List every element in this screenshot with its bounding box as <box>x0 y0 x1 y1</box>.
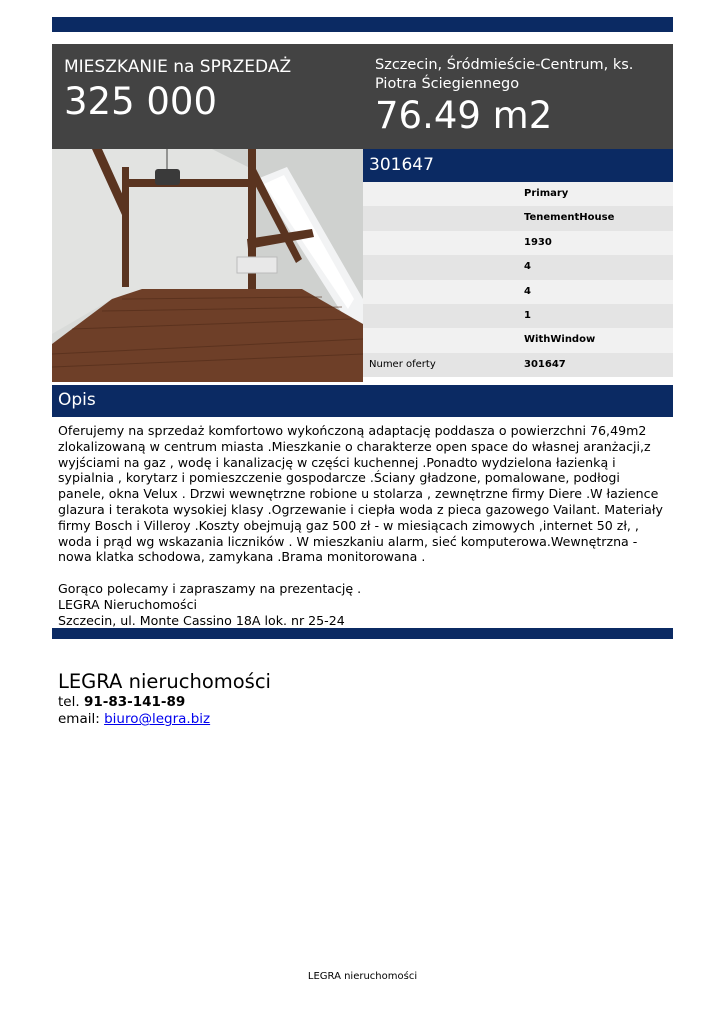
description-section <box>58 423 670 629</box>
detail-value: 1930 <box>524 236 552 248</box>
detail-value: 301647 <box>524 358 566 370</box>
contact-agency-name: LEGRA nieruchomości <box>58 670 271 693</box>
detail-value: TenementHouse <box>524 212 615 224</box>
detail-value: Primary <box>524 188 569 199</box>
detail-row <box>363 280 673 304</box>
detail-label <box>363 328 524 352</box>
top-decorative-bar <box>52 17 673 32</box>
description-address: Szczecin, ul. Monte Cassino 18A lok. nr 25-24 <box>58 612 345 628</box>
listing-header <box>52 44 673 149</box>
description-body: Oferujemy na sprzedaż komfortowo wykończoną adaptację poddasza o powierzchni 76,49m2 zlokalizowaną w centrum miasta .Mieszkanie o charakterze open space do własnej aranżacji,z wyjściami na gaz , wodę i kanalizację w części kuchennej .Ponadto wydzielona łazienką i sypialnia , korytarz i pomieszczenie gospodarcze .Ściany gładzone, pomalowane, podłogi panele, okna Velux . Drzwi wewnętrzne robione u stolarza , zewnętrzne firmy Diere .W łazience glazura i terakota wysokiej klasy .Ogrzewanie i ciepła woda z pieca gazowego Vailant. Materiały firmy Bosch i Villeroy .Koszty obejmują gaz 500 zł - w miesiącach zimowych ,internet 50 zł, , woda i prąd wg wskazania liczników . W mieszkaniu alarm, sieć komputerowa.Wewnętrzna -nowa klatka schodowa, zamykana .Brama monitorowana . <box>58 423 663 565</box>
detail-row <box>363 231 673 255</box>
email-link[interactable]: biuro@legra.biz <box>104 711 211 727</box>
detail-value: 4 <box>524 261 531 273</box>
detail-row <box>363 182 673 206</box>
detail-row <box>363 328 673 352</box>
detail-label <box>363 206 524 230</box>
listing-area: 76.49 m2 <box>375 94 553 137</box>
detail-label: Numer oferty <box>369 358 436 370</box>
detail-label <box>363 255 524 279</box>
property-photo <box>52 149 363 382</box>
email-label: email: <box>58 711 100 727</box>
bottom-decorative-bar <box>52 628 673 639</box>
description-heading-bar <box>52 385 673 417</box>
detail-label <box>363 182 524 206</box>
listing-location: Szczecin, Śródmieście-Centrum, ks. Piotra Ściegiennego <box>375 57 634 92</box>
description-heading: Opis <box>58 390 96 410</box>
detail-row <box>363 206 673 230</box>
detail-row <box>363 353 673 377</box>
page-footer: LEGRA nieruchomości <box>307 971 418 982</box>
contact-phone-line <box>58 694 271 711</box>
listing-price: 325 000 <box>64 80 218 123</box>
phone-number: 91-83-141-89 <box>83 694 186 710</box>
detail-value: WithWindow <box>524 334 596 346</box>
contact-block <box>58 670 271 728</box>
detail-label <box>363 304 524 328</box>
detail-label <box>363 231 524 255</box>
description-closing: Gorąco polecamy i zapraszamy na prezentację . <box>58 581 362 597</box>
detail-value: 4 <box>524 285 531 297</box>
detail-value: 1 <box>524 309 531 321</box>
phone-label: tel. <box>58 694 80 710</box>
contact-email-line <box>58 711 271 728</box>
property-details-table <box>363 149 673 377</box>
detail-row <box>363 255 673 279</box>
description-agency: LEGRA Nieruchomości <box>58 596 197 612</box>
detail-label <box>363 280 524 304</box>
detail-row <box>363 304 673 328</box>
offer-id-heading: 301647 <box>363 149 673 182</box>
listing-type: MIESZKANIE na SPRZEDAŻ <box>64 57 292 77</box>
